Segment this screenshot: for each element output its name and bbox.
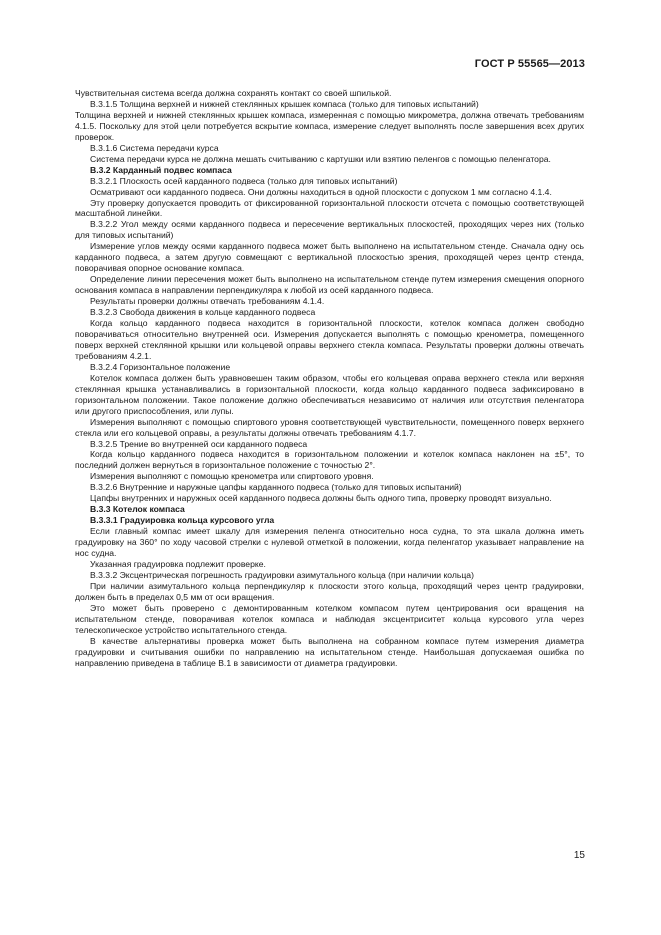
paragraph: Толщина верхней и нижней стеклянных крышек компаса, измеренная с помощью микрометра, должна отвечать требованиям 4.1.5. Поскольку для этой цели потребуется вскрытие компаса, измерение следует выполнять после завершения всех других проверок. bbox=[75, 109, 584, 142]
section-heading: В.3.3 Котелок компаса bbox=[90, 504, 185, 515]
clause-heading: В.3.2.4 Горизонтальное положение bbox=[90, 361, 231, 372]
paragraph: В качестве альтернативы проверка может быть выполнена на собранном компасе путем измерения диаметра градуировки и считывания ошибки по направлению на испытательном стенде. Наибольшая допускаемая ошибка по направлению приведена в таблице В.1 в зависимости от диаметра градуировки. bbox=[75, 635, 584, 668]
paragraph: Если главный компас имеет шкалу для измерения пеленга относительно носа судна, то эта шкала должна иметь градуировку на 360° по ходу часовой стрелки с нулевой отметкой в положении, когда пеленгатор указывает направление на нос судна. bbox=[75, 526, 584, 559]
document-code: ГОСТ Р 55565—2013 bbox=[474, 58, 585, 70]
clause-heading: В.3.2.2 Угол между осями карданного подвеса и пересечение вертикальных плоскостей, проходящих через них (только для типовых испытаний) bbox=[75, 219, 584, 241]
clause-heading: В.3.2.5 Трение во внутренней оси карданного подвеса bbox=[90, 438, 308, 449]
clause-heading: В.3.1.5 Толщина верхней и нижней стеклянных крышек компаса (только для типовых испытаний) bbox=[90, 98, 479, 109]
paragraph: Измерения выполняют с помощью спиртового уровня соответствующей чувствительности, помещенного поверх верхнего стекла или его кольцевой оправы, а результаты должны отвечать требованиям 4.1.7. bbox=[75, 416, 584, 438]
paragraph: Указанная градуировка подлежит проверке. bbox=[90, 558, 266, 569]
paragraph: Цапфы внутренних и наружных осей карданного подвеса должны быть одного типа, проверку проводят визуально. bbox=[90, 493, 552, 504]
paragraph: Определение линии пересечения может быть выполнено на испытательном стенде путем измерения смещения опорного основания компаса в направлении перпендикуляра к любой из осей карданного подвеса. bbox=[75, 274, 584, 296]
section-heading: В.3.2 Карданный подвес компаса bbox=[90, 164, 232, 175]
clause-heading: В.3.1.6 Система передачи курса bbox=[90, 142, 219, 153]
paragraph: Осматривают оси карданного подвеса. Они должны находиться в одной плоскости с допуском 1 мм согласно 4.1.4. bbox=[90, 186, 552, 197]
paragraph: Система передачи курса не должна мешать считыванию с картушки или взятию пеленгов с помощью пеленгатора. bbox=[90, 153, 551, 164]
paragraph: Результаты проверки должны отвечать требованиям 4.1.4. bbox=[90, 296, 325, 307]
paragraph: Это может быть проверено с демонтированным котелком компасом путем центрирования оси вращения на испытательном стенде, поворачивая котелок компаса и наблюдая эксцентриситет кольца курсового угла через телескопическое устройство испытательного стенда. bbox=[75, 602, 584, 635]
body-text bbox=[75, 88, 584, 669]
paragraph: Измерения выполняют с помощью кренометра или спиртового уровня. bbox=[90, 471, 374, 482]
clause-heading: В.3.2.3 Свобода движения в кольце карданного подвеса bbox=[90, 307, 316, 318]
clause-heading: В.3.2.6 Внутренние и наружные цапфы карданного подвеса (только для типовых испытаний) bbox=[90, 482, 462, 493]
page-number: 15 bbox=[573, 850, 585, 861]
paragraph: Эту проверку допускается проводить от фиксированной горизонтальной плоскости отсчета с помощью соответствующей масштабной линейки. bbox=[75, 197, 584, 219]
clause-heading: В.3.2.1 Плоскость осей карданного подвеса (только для типовых испытаний) bbox=[90, 175, 398, 186]
paragraph: Когда кольцо карданного подвеса находится в горизонтальной плоскости, котелок компаса должен свободно поворачиваться относительно внутренней оси. Измерения допускается выполнять с помощью кренометра, помещенного поверх верхней стеклянной крышки или кольцевой оправы верхнего стекла компаса. Результаты проверки должны отвечать требованиям 4.2.1. bbox=[75, 318, 584, 361]
paragraph: Котелок компаса должен быть уравновешен таким образом, чтобы его кольцевая оправа верхнего стекла или верхняя стеклянная крышка устанавливались в горизонтальной плоскости, когда кольцо карданного подвеса зафиксировано в горизонтальном положении. Такое положение должно обеспечиваться независимо от наличия или отсутствия пеленгатора или другого приспособления, или лупы. bbox=[75, 372, 584, 416]
paragraph: Измерение углов между осями карданного подвеса может быть выполнено на испытательном стенде. Сначала одну ось карданного подвеса, а затем другую совмещают с вертикальной плоскостью зрения, проходящей через центр стенда, поворачивая опорное основание компаса. bbox=[75, 241, 584, 274]
clause-heading: В.3.3.2 Эксцентрическая погрешность градуировки азимутального кольца (при наличии кольца) bbox=[90, 569, 474, 580]
paragraph: При наличии азимутального кольца перпендикуляр к плоскости этого кольца, проходящий через центр градуировки, должен быть в пределах 0,5 мм от оси вращения. bbox=[75, 580, 584, 602]
subsection-heading: В.3.3.1 Градуировка кольца курсового угла bbox=[90, 515, 275, 526]
paragraph: Когда кольцо карданного подвеса находится в горизонтальном положении и котелок компаса наклонен на ±5°, то последний должен вернуться в горизонтальное положение с точностью 2°. bbox=[75, 449, 584, 471]
paragraph: Чувствительная система всегда должна сохранять контакт со своей шпилькой. bbox=[75, 88, 392, 98]
